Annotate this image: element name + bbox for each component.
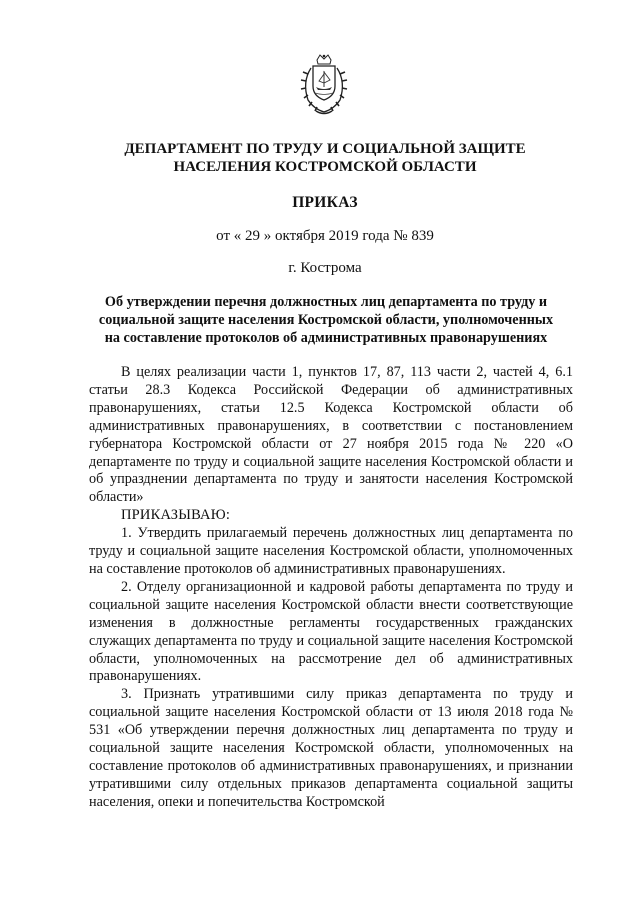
order-heading: ПРИКАЗ — [292, 194, 358, 211]
department-title-line2: НАСЕЛЕНИЯ КОСТРОМСКОЙ ОБЛАСТИ — [173, 159, 477, 175]
order-item-3: 3. Признать утратившими силу приказ департамента по труду и социальной защите населения Костромской области от 13 июля 2018 года № 531 «Об утверждении перечня должностных лиц департамента по труду и социальной защите населения Костромской области, уполномоченных на составление протоколов об административных правонарушениях, и признании утратившими силу отдельных приказов департамента социальной защиты населения, опеки и попечительства Костромской — [89, 686, 573, 810]
coat-of-arms-icon — [296, 54, 352, 116]
department-title-line1: ДЕПАРТАМЕНТ ПО ТРУДУ И СОЦИАЛЬНОЙ ЗАЩИТЕ — [124, 141, 526, 157]
order-command-word: ПРИКАЗЫВАЮ: — [121, 507, 231, 524]
department-title — [60, 140, 590, 176]
subject-line2: социальной защите населения Костромской области, уполномоченных — [98, 312, 554, 328]
subject-line1: Об утверждении перечня должностных лиц департамента по труду и — [104, 294, 548, 310]
subject-line3: на составление протоколов об административных правонарушениях — [104, 330, 548, 346]
order-item-2: 2. Отделу организационной и кадровой работы департамента по труду и социальной защите населения Костромской области внести соответствующие изменения в должностные регламенты государственных гражданских служащих департамента по труду и социальной защите населения Костромской области, уполномоченных на рассмотрение дел об административных правонарушениях. — [89, 578, 573, 685]
preamble-paragraph: В целях реализации части 1, пунктов 17, 87, 113 части 2, частей 4, 6.1 статьи 28.3 Кодекса Российской Федерации об административных правонарушениях, статьи 12.5 Кодекса Костромской области об административных правонарушениях, в соответствии с постановлением губернатора Костромской области от 27 ноября 2015 года № 220 «О департаменте по труду и социальной защите населения Костромской области и об упразднении департамента по труду и занятости населения Костромской области» — [89, 364, 573, 506]
order-subject — [76, 293, 576, 347]
order-item-1: 1. Утвердить прилагаемый перечень должностных лиц департамента по труду и социальной защите населения Костромской области, уполномоченных на составление протоколов об административных правонарушениях. — [89, 525, 573, 577]
order-body — [89, 364, 573, 812]
order-city: г. Кострома — [288, 260, 362, 276]
order-date-number: от « 29 » октября 2019 года № 839 — [216, 228, 434, 244]
